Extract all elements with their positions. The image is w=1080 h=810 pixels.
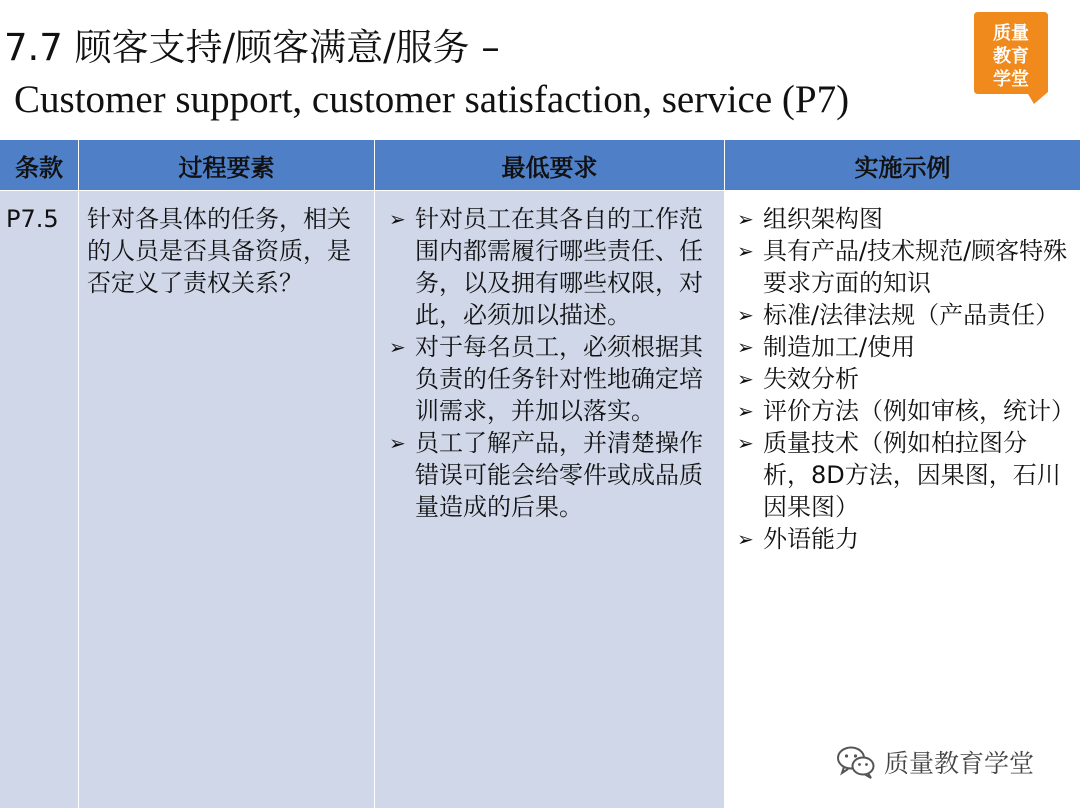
example-text: 制造加工/使用: [763, 333, 916, 361]
list-item: [383, 203, 723, 331]
header-process-element: 过程要素: [79, 140, 374, 190]
requirement-text: 员工了解产品，并清楚操作错误可能会给零件或成品质量造成的后果。: [415, 429, 703, 521]
arrow-bullet-icon: ➢: [389, 335, 406, 359]
logo-line-2: 教育: [993, 46, 1029, 67]
list-item: [731, 395, 1075, 427]
arrow-bullet-icon: ➢: [737, 431, 754, 455]
logo-line-3: 学堂: [993, 69, 1029, 90]
brand-logo-badge-icon: [972, 10, 1050, 106]
requirement-text: 针对员工在其各自的工作范围内都需履行哪些责任、任务，以及拥有哪些权限，对此，必须加以描述。: [415, 205, 703, 329]
wechat-icon: [836, 744, 876, 780]
examples-list: [731, 203, 1075, 555]
list-item: [731, 331, 1071, 363]
example-text: 失效分析: [763, 365, 859, 393]
clause-number: P7.5: [6, 205, 59, 233]
cell-clause: [0, 191, 78, 808]
list-item: [731, 203, 1071, 235]
cell-process-element: [79, 191, 374, 808]
logo-line-1: 质量: [993, 23, 1029, 44]
example-text: 组织架构图: [763, 205, 883, 233]
requirement-text: 对于每名员工，必须根据其负责的任务针对性地确定培训需求，并加以落实。: [415, 333, 703, 425]
list-item: [731, 299, 1071, 331]
arrow-bullet-icon: ➢: [737, 399, 754, 423]
cell-minimum-requirements: [375, 191, 724, 808]
requirements-list: [383, 203, 723, 523]
cell-implementation-examples: [725, 191, 1080, 808]
arrow-bullet-icon: ➢: [737, 367, 754, 391]
header-implementation-examples: 实施示例: [725, 140, 1080, 190]
list-item: [731, 427, 1071, 523]
header-minimum-requirements: 最低要求: [375, 140, 724, 190]
arrow-bullet-icon: ➢: [737, 239, 754, 263]
list-item: [383, 331, 723, 427]
slide-title-english: Customer support, customer satisfaction, service (P7): [14, 78, 850, 121]
list-item: [383, 427, 723, 523]
requirements-table: [0, 140, 1080, 808]
list-item: [731, 363, 1071, 395]
arrow-bullet-icon: ➢: [389, 207, 406, 231]
example-text: 标准/法律法规（产品责任）: [763, 301, 1060, 329]
list-item: [731, 523, 1071, 555]
wechat-watermark: [836, 742, 1034, 782]
brand-logo: [972, 10, 1050, 106]
slide-title-chinese: 7.7 顾客支持/顾客满意/服务 –: [4, 26, 500, 69]
arrow-bullet-icon: ➢: [737, 207, 754, 231]
list-item: [731, 235, 1071, 299]
header-clause: 条款: [0, 140, 78, 190]
arrow-bullet-icon: ➢: [389, 431, 406, 455]
arrow-bullet-icon: ➢: [737, 335, 754, 359]
arrow-bullet-icon: ➢: [737, 527, 754, 551]
arrow-bullet-icon: ➢: [737, 303, 754, 327]
example-text: 质量技术（例如柏拉图分析，8D方法，因果图，石川因果图）: [763, 429, 1061, 521]
watermark-text: 质量教育学堂: [884, 749, 1035, 778]
example-text: 外语能力: [763, 525, 859, 553]
example-text: 具有产品/技术规范/顾客特殊要求方面的知识: [763, 237, 1068, 297]
example-text: 评价方法（例如审核，统计）: [763, 397, 1075, 425]
process-question: 针对各具体的任务，相关的人员是否具备资质，是否定义了责权关系？: [87, 205, 351, 297]
